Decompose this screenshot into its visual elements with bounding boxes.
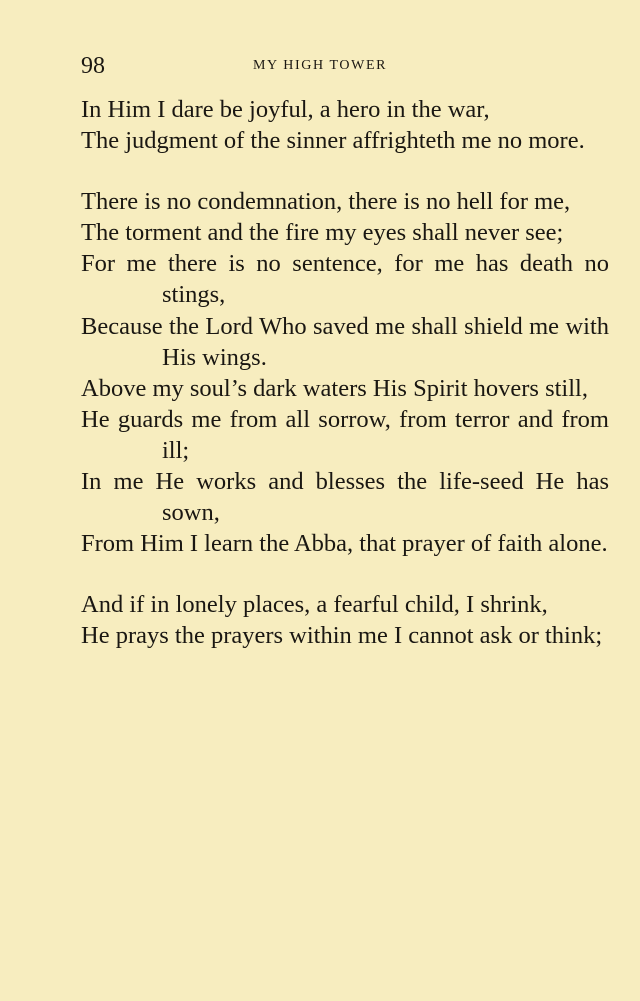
- stanza: [81, 186, 609, 559]
- verse-line: And if in lonely places, a fearful child, I shrink,: [81, 591, 548, 619]
- verse-line: In me He works and blesses the life-seed He has sown,: [81, 468, 609, 527]
- verse-line: Above my soul’s dark waters His Spirit hovers still,: [81, 374, 588, 402]
- verse-line: For me there is no sentence, for me has death no stings,: [81, 250, 609, 309]
- verse-line: There is no condemnation, there is no hell for me,: [81, 188, 571, 216]
- stanza: [81, 589, 609, 651]
- verse-line: He prays the prayers within me I cannot ask or think;: [81, 622, 603, 650]
- stanza: [81, 94, 609, 156]
- verse-line: From Him I learn the Abba, that prayer of faith alone.: [81, 530, 608, 558]
- running-title: MY HIGH TOWER: [252, 58, 388, 73]
- poem: [81, 94, 609, 682]
- verse-line: He guards me from all sorrow, from terror and from ill;: [81, 405, 609, 464]
- verse-line: Because the Lord Who saved me shall shield me with His wings.: [81, 312, 609, 371]
- verse-line: The judgment of the sinner affrighteth me no more.: [81, 127, 585, 155]
- verse-line: The torment and the fire my eyes shall never see;: [81, 219, 564, 247]
- verse-line: In Him I dare be joyful, a hero in the war,: [81, 96, 490, 123]
- page-number: 98: [81, 53, 105, 79]
